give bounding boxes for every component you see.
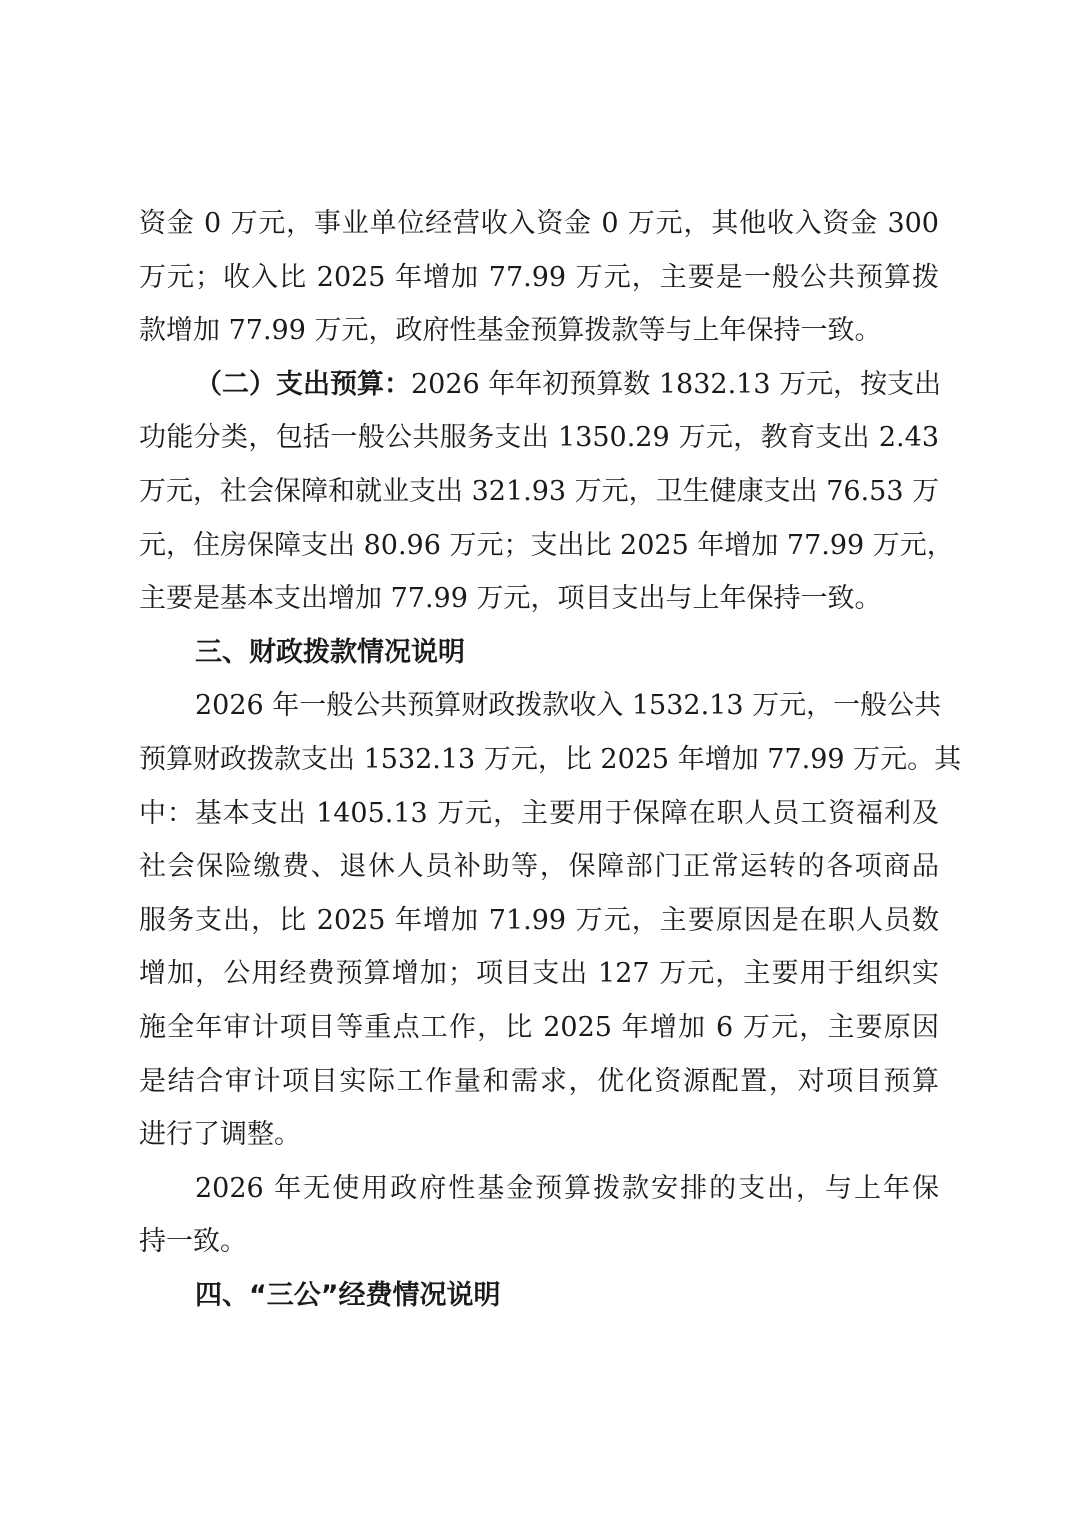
text-line: 持一致。 bbox=[139, 1226, 247, 1258]
text-line: 款增加 77.99 万元，政府性基金预算拨款等与上年保持一致。 bbox=[139, 315, 882, 347]
text-line: 2026 年一般公共预算财政拨款收入 1532.13 万元，一般公共 bbox=[195, 690, 942, 722]
section-heading-four: 四、“三公”经费情况说明 bbox=[195, 1279, 501, 1311]
paragraph-fiscal-appropriation bbox=[139, 679, 962, 1161]
paragraph-income-continued bbox=[139, 197, 939, 358]
text-line: 主要是基本支出增加 77.99 万元，项目支出与上年保持一致。 bbox=[139, 583, 882, 615]
text-line: 资金 0 万元，事业单位经营收入资金 0 万元，其他收入资金 300 bbox=[139, 208, 939, 239]
text-line: 2026 年无使用政府性基金预算拨款安排的支出，与上年保 bbox=[195, 1172, 939, 1204]
text-line: 功能分类，包括一般公共服务支出 1350.29 万元，教育支出 2.43 bbox=[139, 422, 939, 454]
paragraph-expenditure-budget bbox=[139, 358, 954, 626]
text-line: 元，住房保障支出 80.96 万元；支出比 2025 年增加 77.99 万元， bbox=[139, 529, 954, 561]
text-line: 施全年审计项目等重点工作，比 2025 年增加 6 万元，主要原因 bbox=[139, 1011, 939, 1043]
document-body bbox=[139, 197, 962, 1322]
expenditure-first-line: 2026 年年初预算数 1832.13 万元，按支出 bbox=[411, 368, 942, 400]
text-line: 中：基本支出 1405.13 万元，主要用于保障在职人员工资福利及 bbox=[139, 797, 939, 829]
section-heading-three: 三、财政拨款情况说明 bbox=[195, 636, 465, 668]
text-line: 增加，公用经费预算增加；项目支出 127 万元，主要用于组织实 bbox=[139, 958, 939, 990]
text-line: 进行了调整。 bbox=[139, 1119, 301, 1151]
text-line: 社会保险缴费、退休人员补助等，保障部门正常运转的各项商品 bbox=[139, 851, 939, 883]
text-line bbox=[139, 358, 942, 412]
expenditure-subheading: （二）支出预算： bbox=[195, 368, 411, 400]
text-line: 服务支出，比 2025 年增加 71.99 万元，主要原因是在职人员数 bbox=[139, 904, 939, 936]
text-line: 万元，社会保障和就业支出 321.93 万元，卫生健康支出 76.53 万 bbox=[139, 475, 940, 507]
text-line: 预算财政拨款支出 1532.13 万元，比 2025 年增加 77.99 万元。其 bbox=[139, 743, 962, 775]
text-line: 是结合审计项目实际工作量和需求，优化资源配置，对项目预算 bbox=[139, 1065, 939, 1097]
text-line: 万元；收入比 2025 年增加 77.99 万元，主要是一般公共预算拨 bbox=[139, 261, 939, 293]
paragraph-government-fund bbox=[139, 1162, 939, 1269]
